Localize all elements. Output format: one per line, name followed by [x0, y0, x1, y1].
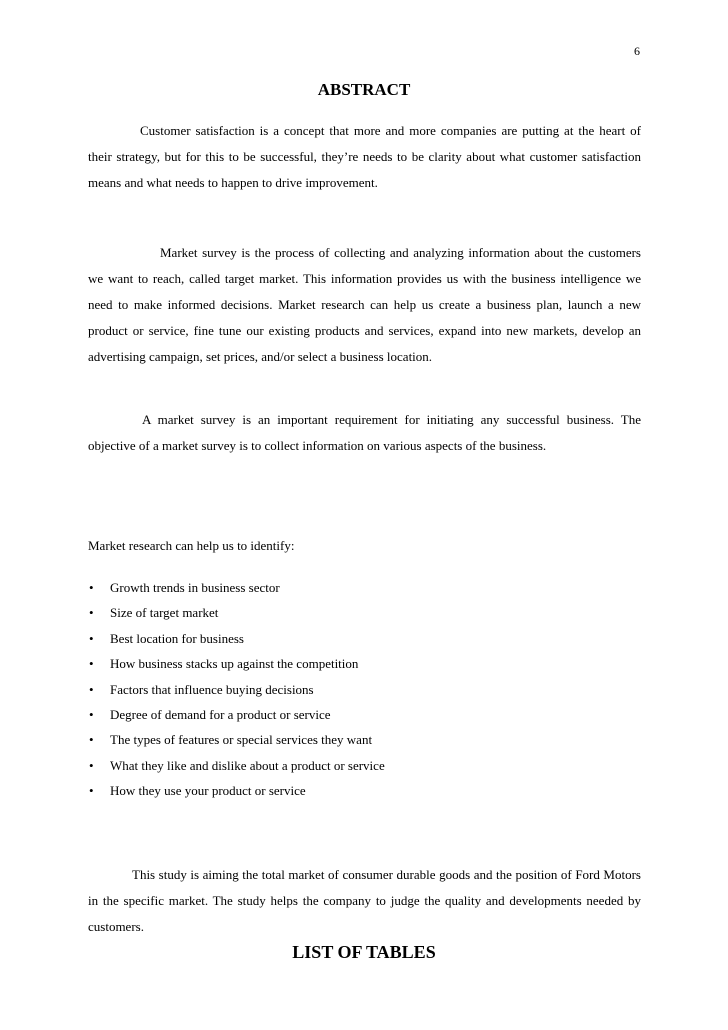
- paragraph-study-aim: This study is aiming the total market of consumer durable goods and the position of Ford Motors in the specific market. The study helps the company to judge the quality and developments needed by customers.: [88, 867, 641, 934]
- bullet-icon: •: [89, 706, 94, 722]
- bullet-icon: •: [89, 656, 94, 672]
- abstract-title: ABSTRACT: [317, 80, 411, 99]
- list-item: [88, 727, 385, 752]
- bullet-icon: •: [89, 605, 94, 621]
- list-item-text: How they use your product or service: [110, 783, 306, 799]
- bullet-icon: •: [89, 732, 94, 748]
- paragraph-market-survey: Market survey is the process of collecting and analyzing information about the customers we want to reach, called target market. This information provides us with the business intelligence we need to make informed decisions. Market research can help us create a business plan, launch a new product or service, fine tune our existing products and services, expand into new markets, develop an advertising campaign, set prices, and/or select a business location.: [88, 245, 641, 364]
- list-item-text: The types of features or special services they want: [110, 732, 373, 748]
- page-number: 6: [634, 44, 640, 58]
- bullet-icon: •: [89, 580, 94, 595]
- paragraph-market-survey-objective: A market survey is an important requirement for initiating any successful business. The objective of a market survey is to collect information on various aspects of the business.: [88, 412, 641, 453]
- list-item: [88, 778, 385, 803]
- list-item-text: Factors that influence buying decisions: [110, 681, 314, 697]
- list-item: [88, 753, 385, 778]
- bullet-icon: •: [89, 783, 94, 799]
- list-item: [88, 651, 385, 676]
- bullet-icon: •: [89, 757, 94, 773]
- bullet-icon: •: [89, 630, 94, 646]
- list-item-text: Size of target market: [110, 605, 219, 621]
- list-item: [88, 575, 385, 600]
- list-item: [88, 600, 385, 625]
- paragraph-customer-satisfaction: Customer satisfaction is a concept that more and more companies are putting at the heart of their strategy, but for this to be successful, they’re needs to be clarity about what customer satisfaction means and what needs to happen to drive improvement.: [88, 123, 641, 190]
- list-intro: Market research can help us to identify:: [88, 538, 295, 553]
- identify-list: [88, 575, 385, 804]
- list-item-text: Degree of demand for a product or service: [110, 706, 331, 722]
- list-item-text: How business stacks up against the competition: [110, 656, 359, 672]
- list-item-text: Best location for business: [110, 630, 244, 646]
- list-item: [88, 702, 385, 727]
- list-item-text: What they like and dislike about a product or service: [110, 757, 385, 773]
- bullet-icon: •: [89, 681, 94, 697]
- list-item: [88, 626, 385, 651]
- list-item: [88, 677, 385, 702]
- list-item-text: Growth trends in business sector: [110, 580, 280, 595]
- list-of-tables-title: LIST OF TABLES: [292, 942, 436, 962]
